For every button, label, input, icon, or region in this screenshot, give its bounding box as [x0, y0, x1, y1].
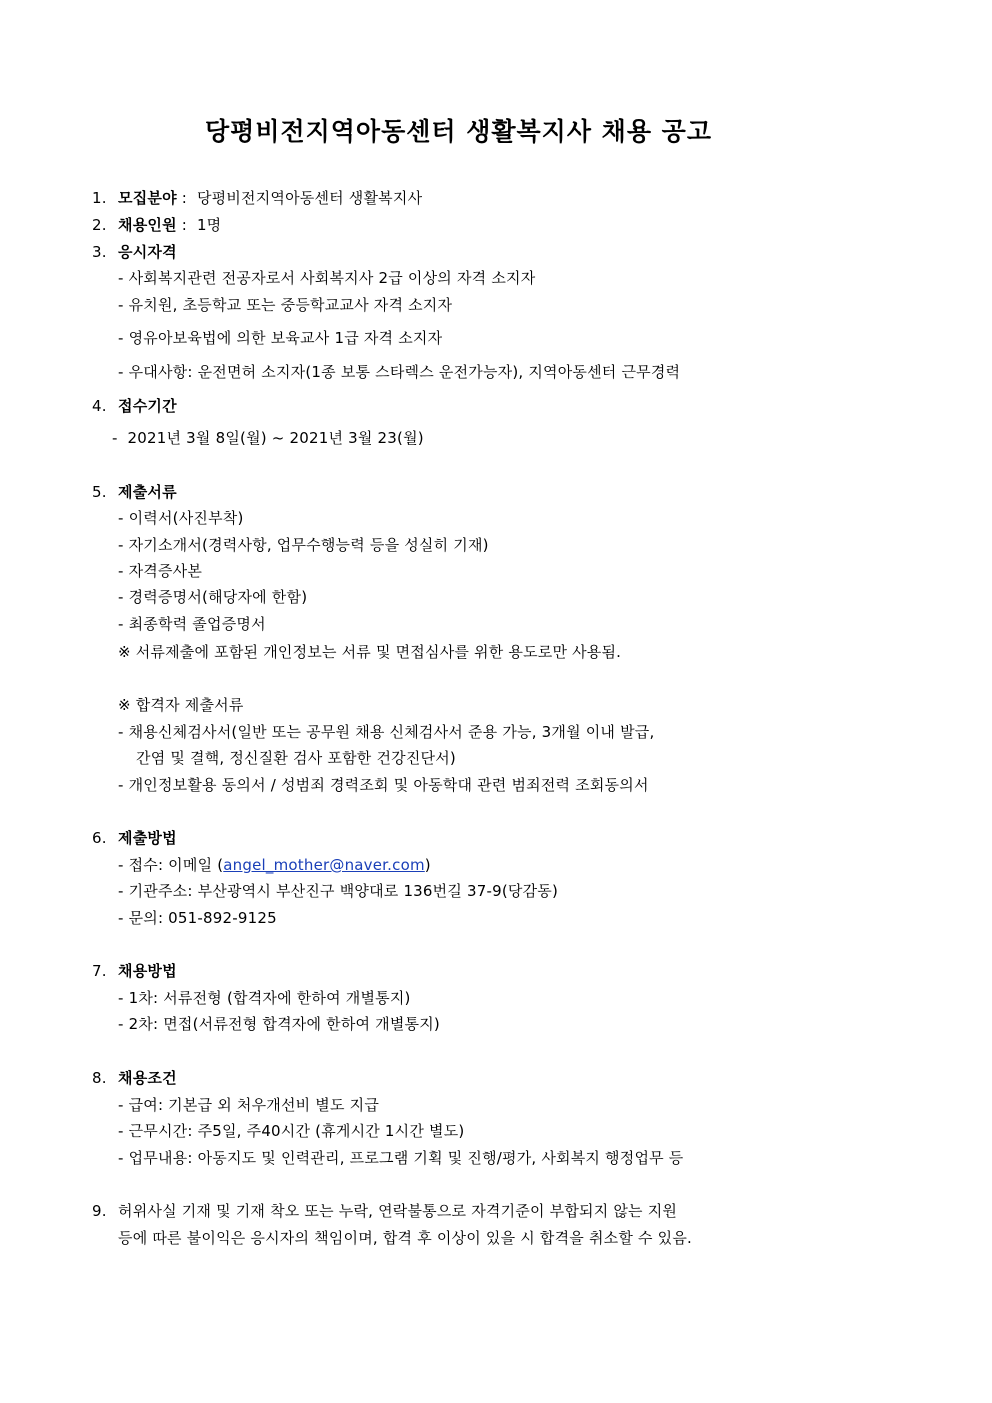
section-number: 7.: [92, 962, 107, 980]
email-prefix: - 접수: 이메일 (: [118, 856, 224, 874]
pass-documents-title: ※ 합격자 제출서류: [118, 696, 244, 714]
section-number: 5.: [92, 483, 107, 501]
section-number: 1.: [92, 189, 107, 207]
section-label: 제출방법: [118, 829, 177, 847]
section-headcount: [92, 215, 221, 235]
section-number: 9.: [92, 1202, 107, 1220]
list-item: - 최종학력 졸업증명서: [118, 615, 266, 633]
section-label: 채용인원: [118, 216, 177, 234]
list-item: - 1차: 서류전형 (합격자에 한하여 개별통지): [118, 989, 411, 1007]
list-item: - 근무시간: 주5일, 주40시간 (휴게시간 1시간 별도): [118, 1122, 465, 1140]
application-period-value: - 2021년 3월 8일(월) ~ 2021년 3월 23(월): [112, 429, 424, 447]
list-item: - 채용신체검사서(일반 또는 공무원 채용 신체검사서 준용 가능, 3개월 이내 발급,: [118, 723, 655, 741]
section-documents: [92, 482, 177, 502]
headcount-value: 1명: [196, 216, 222, 234]
section-qualifications: [92, 242, 177, 262]
email-suffix: ): [424, 856, 431, 874]
list-item: - 자기소개서(경력사항, 업무수행능력 등을 성실히 기재): [118, 536, 489, 554]
list-item: - 급여: 기본급 외 처우개선비 별도 지급: [118, 1096, 380, 1114]
privacy-note: ※ 서류제출에 포함된 개인정보는 서류 및 면접심사를 위한 용도로만 사용됨.: [118, 643, 622, 661]
list-item-continuation: 간염 및 결핵, 정신질환 검사 포함한 건강진단서): [136, 749, 456, 767]
list-item: - 사회복지관련 전공자로서 사회복지사 2급 이상의 자격 소지자: [118, 269, 536, 287]
section-number: 8.: [92, 1069, 107, 1087]
page-title: 당평비전지역아동센터 생활복지사 채용 공고: [205, 117, 712, 146]
section-disclaimer: [92, 1201, 677, 1221]
list-item: - 개인정보활용 동의서 / 성범죄 경력조회 및 아동학대 관련 범죄전력 조회동의서: [118, 776, 649, 794]
email-line: [118, 855, 431, 875]
disclaimer-line-1: 허위사실 기재 및 기재 착오 또는 누락, 연락불통으로 자격기준이 부합되지 않는 지원: [118, 1202, 678, 1220]
section-label: 제출서류: [118, 483, 177, 501]
contact-line: - 문의: 051-892-9125: [118, 909, 277, 927]
section-label: 채용조건: [118, 1069, 177, 1087]
section-application-period: [92, 396, 177, 416]
email-link[interactable]: angel_mother@naver.com: [223, 856, 425, 874]
section-employment-terms: [92, 1068, 177, 1088]
list-item: - 영유아보육법에 의한 보육교사 1급 자격 소지자: [118, 329, 443, 347]
disclaimer-line-2: 등에 따른 불이익은 응시자의 책임이며, 합격 후 이상이 있을 시 합격을 취소할 수 있음.: [118, 1229, 692, 1247]
label-separator: :: [176, 189, 197, 207]
list-item: - 자격증사본: [118, 562, 203, 580]
section-label: 모집분야: [118, 189, 177, 207]
address-line: - 기관주소: 부산광역시 부산진구 백양대로 136번길 37-9(당감동): [118, 882, 559, 900]
section-recruit-field: [92, 188, 422, 208]
recruit-field-value: 당평비전지역아동센터 생활복지사: [196, 189, 423, 207]
section-label: 응시자격: [118, 243, 177, 261]
list-item: - 우대사항: 운전면허 소지자(1종 보통 스타렉스 운전가능자), 지역아동센터 근무경력: [118, 363, 681, 381]
list-item: - 경력증명서(해당자에 한함): [118, 588, 308, 606]
section-number: 3.: [92, 243, 107, 261]
section-number: 2.: [92, 216, 107, 234]
label-separator: :: [176, 216, 197, 234]
section-number: 6.: [92, 829, 107, 847]
list-item: - 업무내용: 아동지도 및 인력관리, 프로그램 기획 및 진행/평가, 사회복지 행정업무 등: [118, 1149, 684, 1167]
list-item: - 이력서(사진부착): [118, 509, 244, 527]
section-submission-method: [92, 828, 177, 848]
list-item: - 2차: 면접(서류전형 합격자에 한하여 개별통지): [118, 1015, 440, 1033]
list-item: - 유치원, 초등학교 또는 중등학교교사 자격 소지자: [118, 296, 453, 314]
section-hiring-method: [92, 961, 177, 981]
section-number: 4.: [92, 397, 107, 415]
section-label: 접수기간: [118, 397, 177, 415]
section-label: 채용방법: [118, 962, 177, 980]
